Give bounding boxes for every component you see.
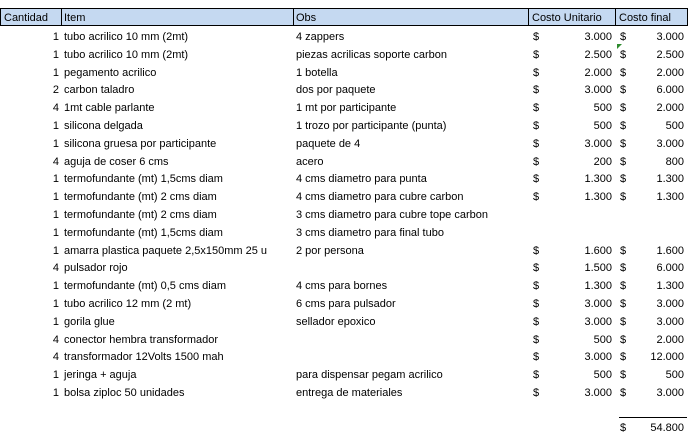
- item-cell[interactable]: termofundante (mt) 0,5 cms diam: [64, 280, 227, 293]
- item-cell[interactable]: 1mt cable parlante: [64, 102, 155, 115]
- cantidad-cell[interactable]: 2: [52, 84, 59, 97]
- costo-final-value: 1.600: [656, 244, 684, 257]
- currency-symbol: $: [533, 31, 540, 43]
- cantidad-cell[interactable]: 1: [52, 31, 59, 43]
- currency-symbol: $: [533, 102, 540, 115]
- currency-symbol: $: [620, 66, 627, 79]
- costo-unitario-cell[interactable]: [529, 46, 616, 64]
- table-row: [0, 117, 700, 135]
- costo-unitario-cell[interactable]: [529, 117, 616, 135]
- table-row: [0, 81, 700, 99]
- obs-cell[interactable]: 4 zappers: [296, 31, 345, 43]
- cantidad-cell[interactable]: 1: [52, 244, 59, 257]
- currency-symbol: $: [533, 120, 540, 132]
- header-row: [0, 8, 700, 26]
- costo-final-value: 3.000: [656, 31, 684, 43]
- cantidad-cell[interactable]: 1: [52, 209, 59, 221]
- currency-symbol: $: [620, 262, 627, 275]
- currency-symbol: $: [620, 137, 627, 150]
- costo-final-value: 3.000: [656, 387, 684, 399]
- costo-final-value: 2.500: [656, 48, 684, 61]
- header-costo-final[interactable]: Costo final: [616, 8, 688, 26]
- table-row: [0, 206, 700, 224]
- currency-symbol: $: [533, 351, 540, 364]
- costo-unitario-value: 2.000: [584, 66, 612, 79]
- item-cell[interactable]: termofundante (mt) 2 cms diam: [64, 191, 217, 204]
- table-row: [0, 46, 700, 64]
- cantidad-cell[interactable]: 4: [52, 351, 59, 364]
- item-cell[interactable]: silicona gruesa por participante: [64, 137, 217, 150]
- cantidad-cell[interactable]: 4: [52, 155, 59, 168]
- costo-unitario-value: 500: [593, 120, 612, 132]
- table-row: [0, 259, 700, 277]
- item-cell[interactable]: tubo acrilico 12 mm (2 mt): [64, 298, 192, 310]
- costo-unitario-value: 1.300: [584, 280, 612, 293]
- obs-cell[interactable]: sellador epoxico: [296, 315, 376, 328]
- costo-final-cell[interactable]: [616, 313, 688, 331]
- costo-final-value: 1.300: [656, 173, 684, 186]
- costo-final-value: 500: [665, 369, 684, 382]
- costo-final-cell[interactable]: [616, 64, 688, 82]
- costo-final-cell[interactable]: [616, 366, 688, 384]
- table-row: [0, 188, 700, 206]
- costo-unitario-cell[interactable]: [529, 153, 616, 171]
- table-row: [0, 64, 700, 82]
- cantidad-cell[interactable]: 1: [52, 137, 59, 150]
- obs-cell[interactable]: [294, 259, 529, 277]
- header-cantidad[interactable]: Cantidad: [0, 8, 62, 26]
- costo-unitario-value: 3.000: [584, 84, 612, 97]
- table-row: [0, 295, 700, 313]
- total-row: [0, 419, 700, 437]
- item-cell[interactable]: aguja de coser 6 cms: [64, 155, 169, 168]
- cantidad-cell[interactable]: 1: [52, 280, 59, 293]
- currency-symbol: $: [620, 191, 627, 204]
- currency-symbol: $: [533, 280, 540, 293]
- costo-unitario-value: 1.300: [584, 191, 612, 204]
- costo-unitario-cell[interactable]: [529, 188, 616, 206]
- costo-unitario-cell[interactable]: [529, 331, 616, 349]
- costo-unitario-value: 1.300: [584, 173, 612, 186]
- obs-cell[interactable]: 1 trozo por participante (punta): [296, 120, 447, 132]
- currency-symbol: $: [620, 369, 627, 382]
- costo-unitario-value: 200: [593, 155, 612, 168]
- costo-final-cell[interactable]: [616, 170, 688, 188]
- costo-final-cell[interactable]: [616, 242, 688, 260]
- costo-final-cell[interactable]: [616, 348, 688, 366]
- obs-cell[interactable]: paquete de 4: [296, 137, 361, 150]
- table-row: [0, 153, 700, 171]
- currency-symbol: $: [533, 137, 540, 150]
- table-row: [0, 135, 700, 153]
- costo-final-value: 1.300: [656, 280, 684, 293]
- item-cell[interactable]: jeringa + aguja: [64, 369, 137, 382]
- item-cell[interactable]: tubo acrilico 10 mm (2mt): [64, 31, 189, 43]
- currency-symbol: $: [620, 48, 627, 61]
- costo-unitario-cell[interactable]: [529, 384, 616, 402]
- costo-unitario-cell[interactable]: [529, 259, 616, 277]
- costo-final-cell[interactable]: [616, 259, 688, 277]
- obs-cell[interactable]: para dispensar pegam acrilico: [296, 369, 443, 382]
- cantidad-cell[interactable]: 4: [52, 262, 59, 275]
- obs-cell[interactable]: 1 mt por participante: [296, 102, 397, 115]
- table-row: [0, 28, 700, 46]
- costo-unitario-cell[interactable]: [529, 99, 616, 117]
- costo-unitario-cell[interactable]: [529, 81, 616, 99]
- obs-cell[interactable]: [294, 331, 529, 349]
- currency-symbol: $: [533, 48, 540, 61]
- total-currency-symbol: $: [620, 422, 627, 434]
- cell-comment-marker: [617, 44, 622, 49]
- costo-final-value: 800: [665, 155, 684, 168]
- costo-final-value: 12.000: [650, 351, 684, 364]
- currency-symbol: $: [620, 298, 627, 310]
- currency-symbol: $: [620, 173, 627, 186]
- currency-symbol: $: [533, 387, 540, 399]
- item-cell[interactable]: termofundante (mt) 1,5cms diam: [64, 226, 223, 239]
- cantidad-cell[interactable]: 1: [52, 48, 59, 61]
- currency-symbol: $: [620, 84, 627, 97]
- currency-symbol: $: [620, 31, 627, 43]
- item-cell[interactable]: pegamento acrilico: [64, 66, 157, 79]
- table-row: [0, 242, 700, 260]
- costo-unitario-cell[interactable]: [529, 206, 616, 224]
- currency-symbol: $: [620, 333, 627, 346]
- costo-final-value: 6.000: [656, 84, 684, 97]
- currency-symbol: $: [533, 298, 540, 310]
- header-item[interactable]: Item: [62, 8, 294, 26]
- currency-symbol: $: [533, 84, 540, 97]
- total-separator-line: [619, 417, 687, 418]
- costo-final-cell[interactable]: [616, 28, 688, 46]
- costo-unitario-value: 500: [593, 369, 612, 382]
- currency-symbol: $: [620, 280, 627, 293]
- costo-final-value: 3.000: [656, 298, 684, 310]
- currency-symbol: $: [533, 333, 540, 346]
- table-row: [0, 384, 700, 402]
- costo-unitario-value: 500: [593, 333, 612, 346]
- table-row: [0, 277, 700, 295]
- costo-unitario-value: 1.600: [584, 244, 612, 257]
- obs-cell[interactable]: 4 cms diametro para punta: [296, 173, 427, 186]
- item-cell[interactable]: gorila glue: [64, 315, 115, 328]
- costo-unitario-value: 2.500: [584, 48, 612, 61]
- cantidad-cell[interactable]: 1: [52, 387, 59, 399]
- currency-symbol: $: [533, 191, 540, 204]
- costo-final-cell[interactable]: [616, 331, 688, 349]
- item-cell[interactable]: bolsa ziploc 50 unidades: [64, 387, 185, 399]
- item-cell[interactable]: termofundante (mt) 2 cms diam: [64, 209, 217, 221]
- cantidad-cell[interactable]: 1: [52, 191, 59, 204]
- costo-final-cell[interactable]: [616, 277, 688, 295]
- costo-final-value: 3.000: [656, 315, 684, 328]
- currency-symbol: $: [620, 387, 627, 399]
- costo-final-cell[interactable]: [616, 295, 688, 313]
- cantidad-cell[interactable]: 4: [52, 333, 59, 346]
- item-cell[interactable]: pulsador rojo: [64, 262, 128, 275]
- costo-unitario-cell[interactable]: [529, 64, 616, 82]
- item-cell[interactable]: tubo acrilico 10 mm (2mt): [64, 48, 189, 61]
- costo-unitario-cell[interactable]: [529, 224, 616, 242]
- costo-unitario-value: 3.000: [584, 387, 612, 399]
- table-row: [0, 224, 700, 242]
- obs-cell[interactable]: 6 cms para pulsador: [296, 298, 396, 310]
- costo-final-cell[interactable]: [616, 135, 688, 153]
- costo-unitario-value: 500: [593, 102, 612, 115]
- cantidad-cell[interactable]: 1: [52, 226, 59, 239]
- table-row: [0, 313, 700, 331]
- header-obs[interactable]: Obs: [294, 8, 529, 26]
- obs-cell[interactable]: 2 por persona: [296, 244, 364, 257]
- item-cell[interactable]: carbon taladro: [64, 84, 135, 97]
- costo-final-value: 2.000: [656, 102, 684, 115]
- currency-symbol: $: [620, 244, 627, 257]
- table-row: [0, 366, 700, 384]
- obs-cell[interactable]: entrega de materiales: [296, 387, 403, 399]
- costo-unitario-cell[interactable]: [529, 135, 616, 153]
- costo-unitario-cell[interactable]: [529, 366, 616, 384]
- costo-final-cell[interactable]: [616, 81, 688, 99]
- cantidad-cell[interactable]: 1: [52, 173, 59, 186]
- costo-unitario-value: 3.000: [584, 137, 612, 150]
- cantidad-cell[interactable]: 1: [52, 298, 59, 310]
- costo-final-cell[interactable]: [616, 188, 688, 206]
- costo-final-value: 2.000: [656, 66, 684, 79]
- costo-final-value: 3.000: [656, 137, 684, 150]
- cantidad-cell[interactable]: 1: [52, 66, 59, 79]
- costo-unitario-value: 1.500: [584, 262, 612, 275]
- currency-symbol: $: [533, 262, 540, 275]
- costo-unitario-cell[interactable]: [529, 277, 616, 295]
- obs-cell[interactable]: [294, 348, 529, 366]
- costo-unitario-cell[interactable]: [529, 28, 616, 46]
- table-row: [0, 331, 700, 349]
- costo-unitario-cell[interactable]: [529, 313, 616, 331]
- costo-final-cell[interactable]: [616, 153, 688, 171]
- costo-final-value: 500: [665, 120, 684, 132]
- currency-symbol: $: [620, 120, 627, 132]
- cantidad-cell[interactable]: 4: [52, 102, 59, 115]
- costo-final-cell[interactable]: [616, 117, 688, 135]
- costo-final-cell[interactable]: [616, 206, 688, 224]
- costo-final-cell[interactable]: [616, 384, 688, 402]
- item-cell[interactable]: silicona delgada: [64, 120, 143, 132]
- currency-symbol: $: [533, 155, 540, 168]
- obs-cell[interactable]: 3 cms diametro para cubre tope carbon: [296, 209, 488, 221]
- costo-unitario-cell[interactable]: [529, 170, 616, 188]
- table-row: [0, 99, 700, 117]
- currency-symbol: $: [533, 244, 540, 257]
- costo-unitario-value: 3.000: [584, 315, 612, 328]
- currency-symbol: $: [620, 315, 627, 328]
- costo-final-cell[interactable]: [616, 224, 688, 242]
- currency-symbol: $: [533, 66, 540, 79]
- currency-symbol: $: [533, 173, 540, 186]
- currency-symbol: $: [620, 155, 627, 168]
- currency-symbol: $: [620, 351, 627, 364]
- costo-final-cell[interactable]: [616, 99, 688, 117]
- currency-symbol: $: [620, 102, 627, 115]
- cantidad-cell[interactable]: 1: [52, 369, 59, 382]
- costo-unitario-value: 3.000: [584, 351, 612, 364]
- total-value: 54.800: [650, 422, 684, 434]
- costo-final-cell[interactable]: [616, 46, 688, 64]
- total-cell[interactable]: [616, 419, 688, 437]
- cantidad-cell[interactable]: 1: [52, 315, 59, 328]
- currency-symbol: $: [533, 369, 540, 382]
- item-cell[interactable]: transformador 12Volts 1500 mah: [64, 351, 224, 364]
- cantidad-cell[interactable]: 1: [52, 120, 59, 132]
- costo-final-value: 2.000: [656, 333, 684, 346]
- obs-cell[interactable]: 3 cms diametro para final tubo: [296, 226, 444, 239]
- costo-unitario-cell[interactable]: [529, 348, 616, 366]
- currency-symbol: $: [533, 315, 540, 328]
- costo-final-value: 1.300: [656, 191, 684, 204]
- obs-cell[interactable]: 4 cms para bornes: [296, 280, 388, 293]
- costo-unitario-value: 3.000: [584, 31, 612, 43]
- item-cell[interactable]: conector hembra transformador: [64, 333, 219, 346]
- obs-cell[interactable]: 4 cms diametro para cubre carbon: [296, 191, 464, 204]
- obs-cell[interactable]: piezas acrilicas soporte carbon: [296, 48, 448, 61]
- table-row: [0, 170, 700, 188]
- item-cell[interactable]: termofundante (mt) 1,5cms diam: [64, 173, 223, 186]
- costo-final-value: 6.000: [656, 262, 684, 275]
- obs-cell[interactable]: dos por paquete: [296, 84, 376, 97]
- header-costo-unitario[interactable]: Costo Unitario: [529, 8, 616, 26]
- obs-cell[interactable]: acero: [296, 155, 324, 168]
- item-cell[interactable]: amarra plastica paquete 2,5x150mm 25 u: [64, 244, 268, 257]
- obs-cell[interactable]: 1 botella: [296, 66, 338, 79]
- costo-unitario-cell[interactable]: [529, 295, 616, 313]
- table-row: [0, 348, 700, 366]
- costo-unitario-cell[interactable]: [529, 242, 616, 260]
- costo-unitario-value: 3.000: [584, 298, 612, 310]
